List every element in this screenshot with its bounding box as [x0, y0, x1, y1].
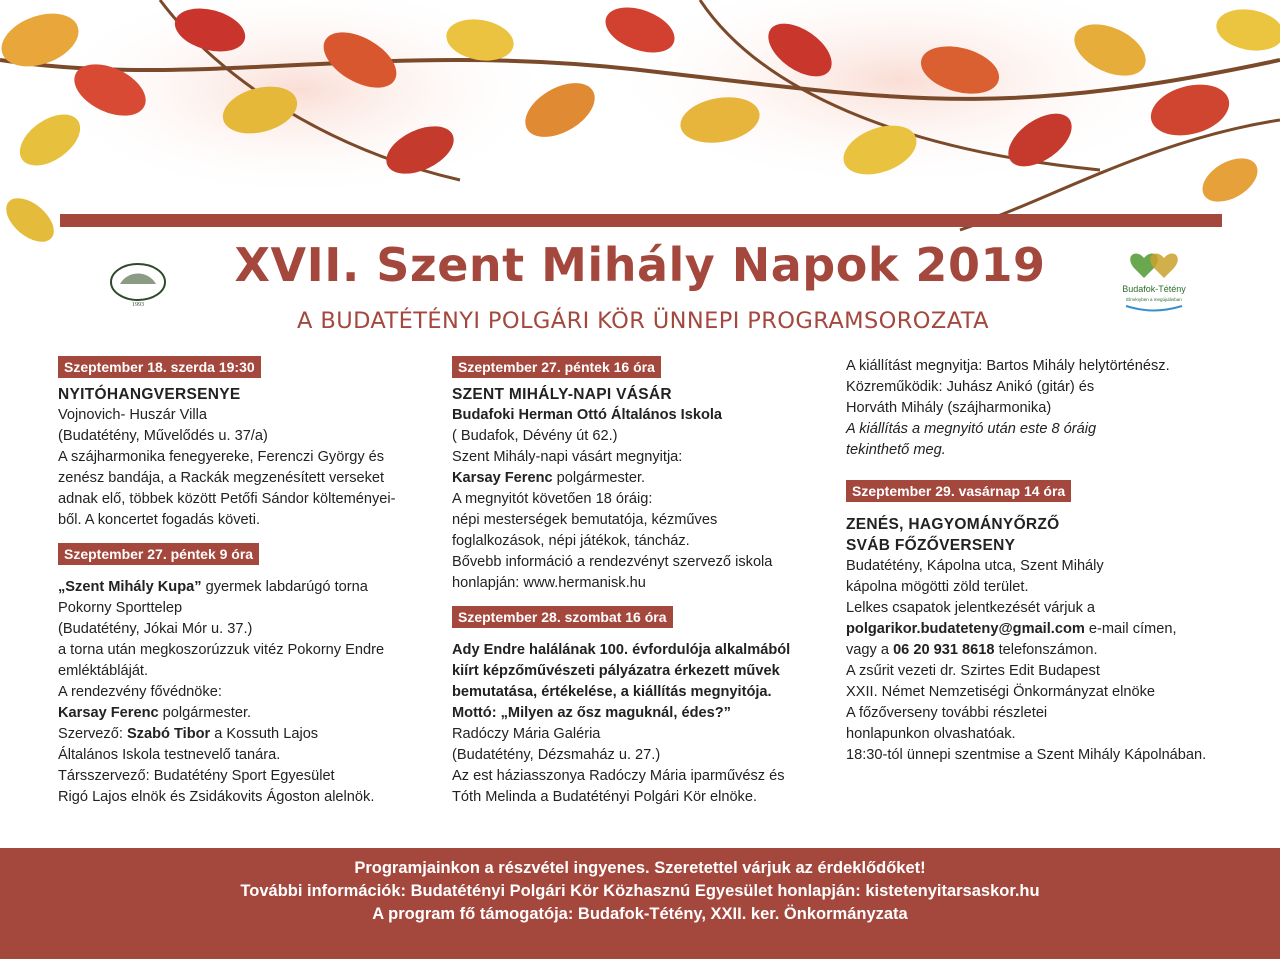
- text-line: ( Budafok, Dévény út 62.): [452, 428, 618, 444]
- email-address: polgarikor.budateteny@gmail.com: [846, 621, 1085, 637]
- text-line: Rigó Lajos elnök és Zsidákovits Ágoston alelnök.: [58, 789, 375, 805]
- text-line: népi mesterségek bemutatója, kézműves: [452, 512, 718, 528]
- footer-line: Programjainkon a részvétel ingyenes. Szeretettel várjuk az érdeklődőket!: [354, 859, 926, 877]
- date-tag: Szeptember 27. péntek 16 óra: [452, 356, 661, 378]
- event-heading: SZENT MIHÁLY-NAPI VÁSÁR: [452, 386, 672, 403]
- text-line: Horváth Mihály (szájharmonika): [846, 400, 1052, 416]
- footer-line: További információk: Budatétényi Polgári Kör Közhasznú Egyesület honlapján: kistetenyitarsaskor.hu: [240, 882, 1040, 900]
- column-1: [58, 356, 428, 808]
- date-tag: Szeptember 18. szerda 19:30: [58, 356, 261, 378]
- text-line: kiírt képzőművészeti pályázatra érkezett művek: [452, 663, 780, 679]
- text-line: A főzőverseny további részletei: [846, 705, 1048, 721]
- page-subtitle: A BUDATÉTÉNYI POLGÁRI KÖR ÜNNEPI PROGRAMSOROZATA: [297, 308, 989, 334]
- text-line: bemutatása, értékelése, a kiállítás megnyitója.: [452, 684, 772, 700]
- text-line: Mottó: „Milyen az ősz maguknál, édes?”: [452, 705, 731, 721]
- date-tag: Szeptember 29. vasárnap 14 óra: [846, 480, 1071, 502]
- text-line: foglalkozások, népi játékok, táncház.: [452, 533, 690, 549]
- text-line: A kiállítást megnyitja: Bartos Mihály helytörténész.: [846, 358, 1170, 374]
- text-line: „Szent Mihály Kupa” gyermek labdarúgó torna: [58, 579, 368, 595]
- title-top-rule: [60, 214, 1222, 227]
- text-line: A szájharmonika fenegyereke, Ferenczi György és: [58, 449, 385, 465]
- text-line: Az est háziasszonya Radóczy Mária iparművész és: [452, 768, 785, 784]
- text-line: kápolna mögötti zöld terület.: [846, 579, 1029, 595]
- text-line: Pokorny Sporttelep: [58, 600, 183, 616]
- text-line: Vojnovich- Huszár Villa: [58, 407, 207, 423]
- text-line: A rendezvény fővédnöke:: [58, 684, 222, 700]
- date-tag: Szeptember 28. szombat 16 óra: [452, 606, 673, 628]
- text-line: vagy a 06 20 931 8618 telefonszámon.: [846, 642, 1098, 658]
- text-line: A megnyitót követően 18 óráig:: [452, 491, 653, 507]
- website-link: kistetenyitarsaskor.hu: [865, 882, 1040, 900]
- text-line: Szent Mihály-napi vásárt megnyitja:: [452, 449, 683, 465]
- event-heading: ZENÉS, HAGYOMÁNYŐRZŐ: [846, 516, 1060, 533]
- text-line: zenész bandája, a Rackák megzenésített verseket: [58, 470, 385, 486]
- date-tag: Szeptember 27. péntek 9 óra: [58, 543, 259, 565]
- text-line: Karsay Ferenc polgármester.: [452, 470, 646, 486]
- column-2: [452, 356, 827, 808]
- text-line: emléktábláját.: [58, 663, 149, 679]
- text-line: Tóth Melinda a Budatétényi Polgári Kör elnöke.: [452, 789, 758, 805]
- event-heading: NYITÓHANGVERSENYE: [58, 386, 241, 403]
- text-line: A zsűrit vezeti dr. Szirtes Edit Budapest: [846, 663, 1100, 679]
- text-line: 18:30-tól ünnepi szentmise a Szent Mihály Kápolnában.: [846, 747, 1207, 763]
- footer-banner: [0, 848, 1280, 959]
- text-line: Közreműködik: Juhász Anikó (gitár) és: [846, 379, 1095, 395]
- text-line: honlapján: www.hermanisk.hu: [452, 575, 646, 591]
- text-line: adnak elő, többek között Petőfi Sándor költeményei-: [58, 491, 396, 507]
- text-line: XXII. Német Nemzetiségi Önkormányzat elnöke: [846, 684, 1156, 700]
- text-line: Ady Endre halálának 100. évfordulója alkalmából: [452, 642, 791, 658]
- page-title: XVII. Szent Mihály Napok 2019: [234, 238, 1046, 292]
- text-line: Bővebb információ a rendezvényt szervező iskola: [452, 554, 773, 570]
- text-line: Budatétény, Kápolna utca, Szent Mihály: [846, 558, 1104, 574]
- text-line: (Budatétény, Jókai Mór u. 37.): [58, 621, 253, 637]
- column-3: [846, 356, 1241, 766]
- text-line: Karsay Ferenc polgármester.: [58, 705, 252, 721]
- text-line: (Budatétény, Dézsmaház u. 27.): [452, 747, 661, 763]
- svg-text:Élményben a megújulásban: Élményben a megújulásban: [1126, 297, 1182, 302]
- text-line: Általános Iskola testnevelő tanára.: [58, 747, 281, 763]
- text-line: Budafoki Herman Ottó Általános Iskola: [452, 407, 723, 423]
- text-line: Radóczy Mária Galéria: [452, 726, 601, 742]
- text-line: a torna után megkoszorúzzuk vitéz Pokorny Endre: [58, 642, 385, 658]
- svg-text:Budafok-Tétény: Budafok-Tétény: [1122, 284, 1186, 294]
- text-line: Társszervező: Budatétény Sport Egyesület: [58, 768, 335, 784]
- text-line: polgarikor.budateteny@gmail.com e-mail címen,: [846, 621, 1177, 637]
- text-line: ből. A koncertet fogadás követi.: [58, 512, 261, 528]
- text-line: honlapunkon olvashatóak.: [846, 726, 1016, 742]
- text-line: (Budatétény, Művelődés u. 37/a): [58, 428, 268, 444]
- text-line: A kiállítás a megnyitó után este 8 óráig: [846, 421, 1097, 437]
- event-heading: SVÁB FŐZŐVERSENY: [846, 537, 1016, 554]
- text-line: tekinthető meg.: [846, 442, 946, 458]
- text-line: Szervező: Szabó Tibor a Kossuth Lajos: [58, 726, 319, 742]
- svg-text:1993: 1993: [132, 302, 144, 308]
- phone-number: 06 20 931 8618: [893, 642, 995, 658]
- footer-line: A program fő támogatója: Budafok-Tétény, XXII. ker. Önkormányzata: [372, 905, 908, 923]
- text-line: Lelkes csapatok jelentkezését várjuk a: [846, 600, 1096, 616]
